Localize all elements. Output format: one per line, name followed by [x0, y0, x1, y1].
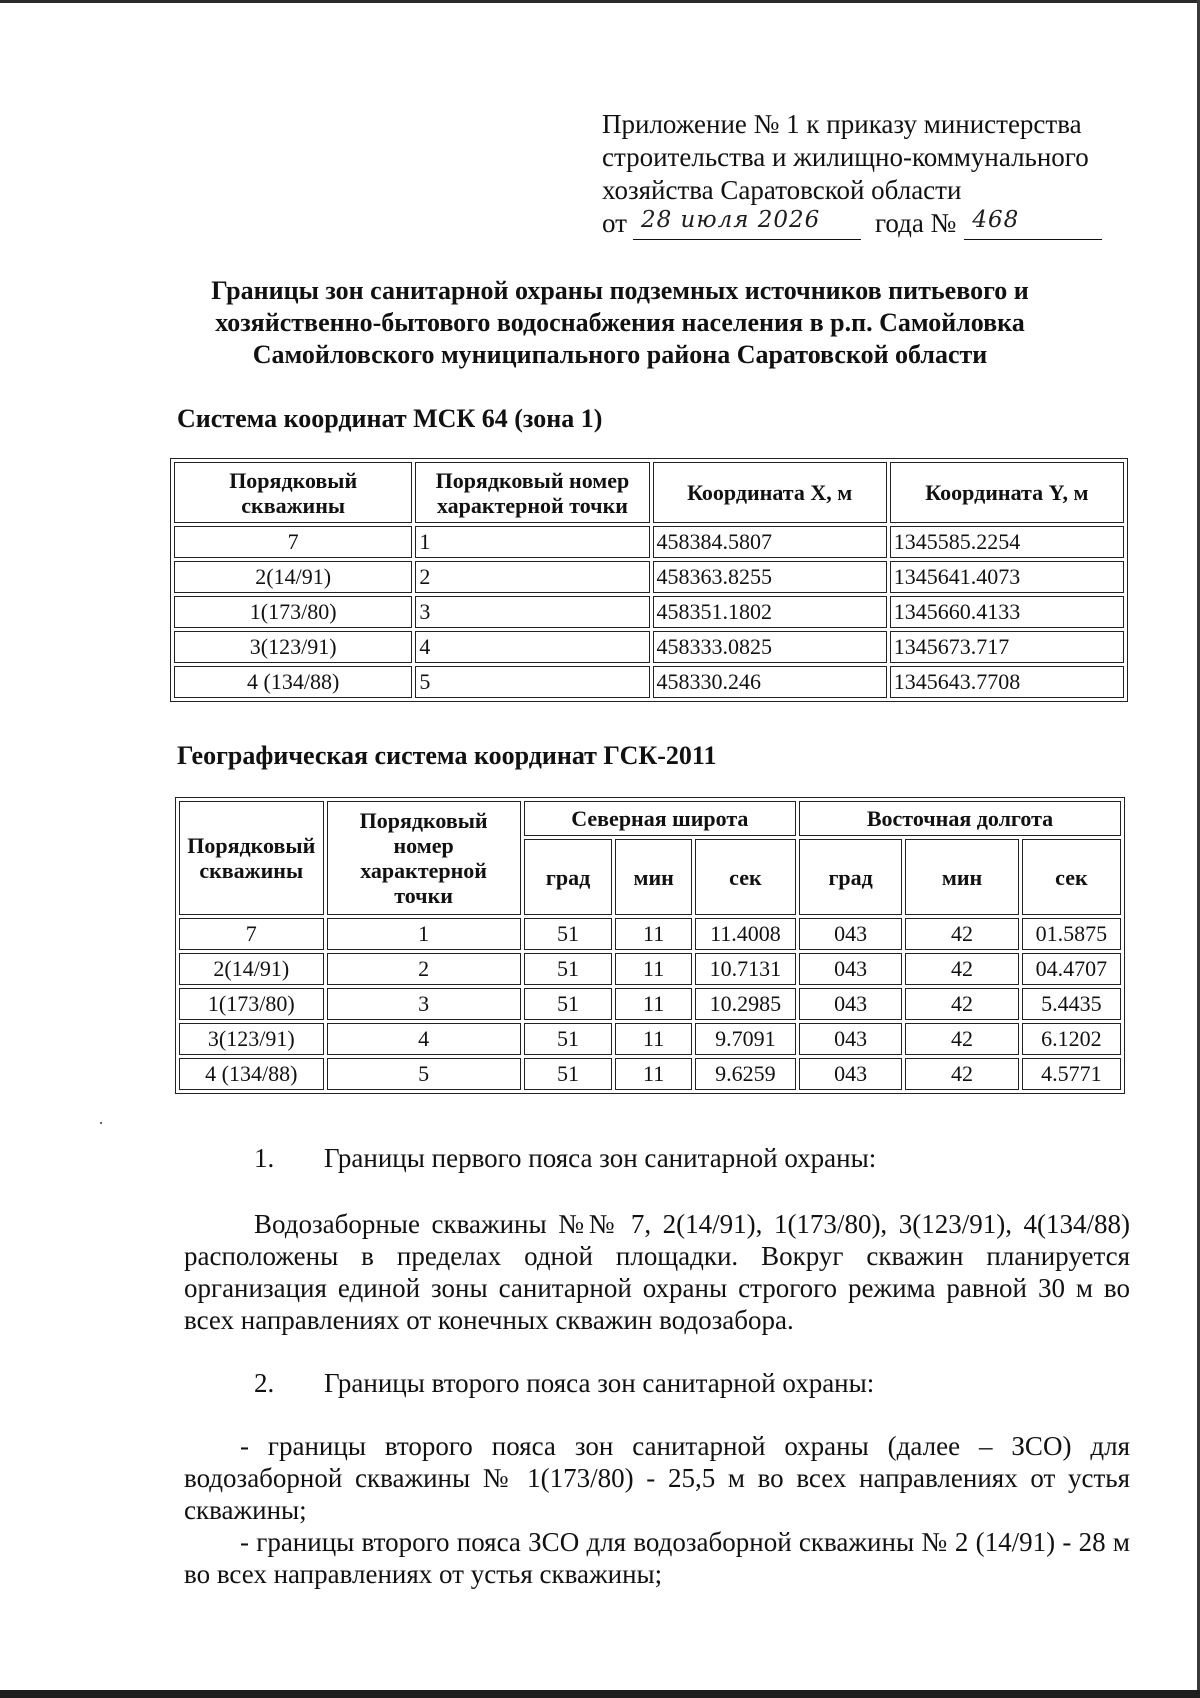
cell-y: 1345643.7708 [890, 666, 1124, 698]
gsk-coordinates-table [175, 797, 1125, 1094]
table-row [174, 631, 1124, 663]
table-row [179, 1058, 1121, 1090]
msk-heading: Система координат МСК 64 (зона 1) [177, 404, 603, 433]
cell-lon-sec: 5.4435 [1022, 988, 1121, 1020]
header-lon-min: мин [905, 839, 1019, 915]
section-1-number: 1. [254, 1143, 275, 1173]
section-2-title: Границы второго пояса зон санитарной охраны: [324, 1368, 875, 1398]
table-row [179, 1023, 1121, 1055]
header-point: Порядковый номер характерной точки [327, 801, 521, 915]
cell-lon-min: 42 [905, 953, 1019, 985]
cell-point: 5 [327, 1058, 521, 1090]
cell-well: 3(123/91) [179, 1023, 324, 1055]
table-header-row [179, 801, 1121, 836]
date-prefix: от [602, 208, 627, 238]
cell-lon-deg: 043 [799, 988, 902, 1020]
cell-x: 458330.246 [653, 666, 887, 698]
approval-date-row [602, 207, 1122, 240]
cell-lat-deg: 51 [524, 1023, 613, 1055]
cell-lat-sec: 11.4008 [695, 918, 796, 950]
cell-lon-min: 42 [905, 1023, 1019, 1055]
cell-lat-deg: 51 [524, 1058, 613, 1090]
cell-lon-min: 42 [905, 1058, 1019, 1090]
title-line-1: Границы зон санитарной охраны подземных источников питьевого и [211, 276, 1029, 305]
cell-lon-deg: 043 [799, 918, 902, 950]
header-lat-min: мин [615, 839, 691, 915]
msk-coordinates-table [170, 458, 1128, 702]
cell-lat-sec: 9.7091 [695, 1023, 796, 1055]
cell-point: 3 [415, 596, 649, 628]
cell-well: 1(173/80) [174, 596, 412, 628]
cell-lat-deg: 51 [524, 988, 613, 1020]
cell-point: 1 [415, 526, 649, 558]
cell-lat-sec: 10.2985 [695, 988, 796, 1020]
approval-line-2: строительства и жилищно-коммунального [602, 142, 1089, 172]
cell-point: 2 [327, 953, 521, 985]
cell-point: 5 [415, 666, 649, 698]
cell-lon-sec: 04.4707 [1022, 953, 1121, 985]
header-longitude: Восточная долгота [799, 801, 1121, 836]
cell-lon-deg: 043 [799, 1058, 902, 1090]
section-2-item-2: - границы второго пояса ЗСО для водозаборной скважины № 2 (14/91) - 28 м во всех направлениях от устья скважины; [184, 1527, 1130, 1589]
date-blank [633, 209, 861, 240]
section-1-heading [254, 1142, 876, 1174]
cell-point: 3 [327, 988, 521, 1020]
cell-lon-sec: 4.5771 [1022, 1058, 1121, 1090]
cell-lon-sec: 01.5875 [1022, 918, 1121, 950]
header-lon-sec: сек [1022, 839, 1121, 915]
cell-y: 1345641.4073 [890, 561, 1124, 593]
cell-point: 1 [327, 918, 521, 950]
approval-block [602, 108, 1122, 240]
cell-lon-min: 42 [905, 988, 1019, 1020]
cell-y: 1345585.2254 [890, 526, 1124, 558]
cell-point: 4 [415, 631, 649, 663]
cell-well: 3(123/91) [174, 631, 412, 663]
cell-lon-sec: 6.1202 [1022, 1023, 1121, 1055]
header-y: Координата Y, м [890, 462, 1124, 523]
header-x: Координата X, м [653, 462, 887, 523]
cell-well: 7 [174, 526, 412, 558]
table-row [174, 561, 1124, 593]
title-line-3: Самойловского муниципального района Саратовской области [252, 340, 988, 369]
section-2-item-1: - границы второго пояса зон санитарной охраны (далее – ЗСО) для водозаборной скважины № 1(173/80) - 25,5 м во всех направлениях от устья скважины; [184, 1431, 1130, 1525]
header-lat-deg: град [524, 839, 613, 915]
cell-x: 458384.5807 [653, 526, 887, 558]
number-prefix: года № [874, 208, 957, 238]
approval-line-3: хозяйства Саратовской области [602, 175, 962, 205]
table-row [179, 953, 1121, 985]
cell-y: 1345673.717 [890, 631, 1124, 663]
scan-speck [100, 1122, 102, 1124]
section-1-paragraph: Водозаборные скважины №№ 7, 2(14/91), 1(173/80), 3(123/91), 4(134/88) расположены в пределах одной площадки. Вокруг скважин планируется организация единой зоны санитарной охраны строгого режима равной 30 м во всех направлениях от конечных скважин водозабора. [184, 1209, 1130, 1335]
cell-point: 4 [327, 1023, 521, 1055]
cell-lon-min: 42 [905, 918, 1019, 950]
cell-point: 2 [415, 561, 649, 593]
cell-well: 4 (134/88) [174, 666, 412, 698]
scan-border-top [0, 0, 1200, 3]
gsk-heading: Географическая система координат ГСК-2011 [177, 741, 717, 770]
cell-lat-min: 11 [615, 1023, 691, 1055]
header-lon-deg: град [799, 839, 902, 915]
header-well: Порядковый скважины [174, 462, 412, 523]
header-well: Порядковый скважины [179, 801, 324, 915]
cell-lat-deg: 51 [524, 918, 613, 950]
document-title [180, 275, 1060, 371]
table-row [174, 526, 1124, 558]
cell-lon-deg: 043 [799, 953, 902, 985]
cell-lat-min: 11 [615, 918, 691, 950]
header-point: Порядковый номер характерной точки [415, 462, 649, 523]
cell-well: 2(14/91) [179, 953, 324, 985]
cell-lat-deg: 51 [524, 953, 613, 985]
section-2-number: 2. [254, 1368, 275, 1398]
cell-y: 1345660.4133 [890, 596, 1124, 628]
table-row [174, 666, 1124, 698]
cell-lon-deg: 043 [799, 1023, 902, 1055]
cell-x: 458363.8255 [653, 561, 887, 593]
handwritten-number: 468 [972, 207, 1020, 233]
title-line-2: хозяйственно-бытового водоснабжения населения в р.п. Самойловка [215, 308, 1025, 337]
table-row [179, 918, 1121, 950]
cell-lat-sec: 9.6259 [695, 1058, 796, 1090]
table-row [179, 988, 1121, 1020]
cell-lat-min: 11 [615, 988, 691, 1020]
cell-well: 2(14/91) [174, 561, 412, 593]
table-header-row [174, 462, 1124, 523]
scan-border-bottom [0, 1690, 1200, 1698]
section-1-title: Границы первого пояса зон санитарной охраны: [324, 1143, 877, 1173]
header-lat-sec: сек [695, 839, 796, 915]
table-row [174, 596, 1124, 628]
cell-lat-min: 11 [615, 1058, 691, 1090]
cell-x: 458333.0825 [653, 631, 887, 663]
cell-well: 4 (134/88) [179, 1058, 324, 1090]
cell-well: 1(173/80) [179, 988, 324, 1020]
cell-well: 7 [179, 918, 324, 950]
handwritten-date: 28 июля 2026 [640, 207, 821, 233]
cell-lat-sec: 10.7131 [695, 953, 796, 985]
cell-x: 458351.1802 [653, 596, 887, 628]
section-2-heading [254, 1367, 874, 1399]
approval-line-1: Приложение № 1 к приказу министерства [602, 109, 1082, 139]
header-latitude: Северная широта [524, 801, 796, 836]
cell-lat-min: 11 [615, 953, 691, 985]
number-blank [964, 209, 1102, 240]
